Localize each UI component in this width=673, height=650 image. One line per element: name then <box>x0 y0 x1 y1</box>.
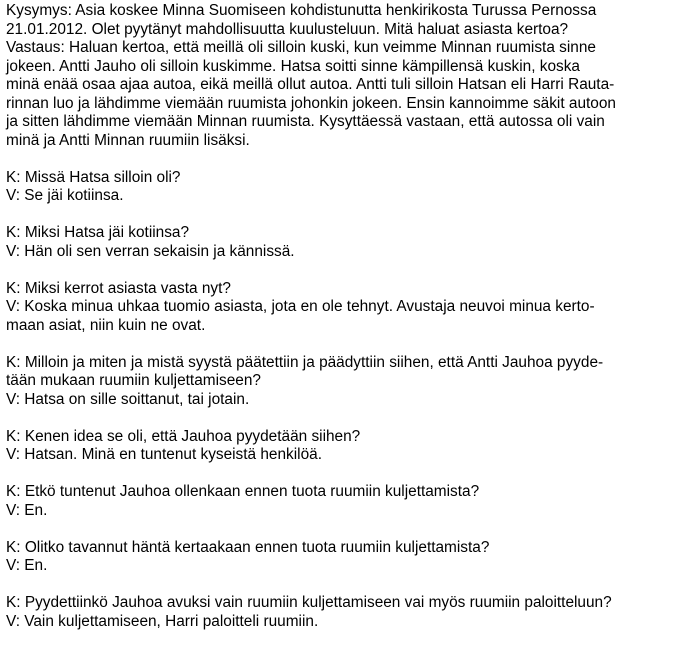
qa-pair <box>6 224 668 261</box>
question-line: K: Miksi kerrot asiasta vasta nyt? <box>6 279 231 297</box>
question-line: K: Milloin ja miten ja mistä syystä päätettiin ja päädyttiin siihen, että Antti Jauhoa pyyde- <box>6 353 604 371</box>
answer-line: V: En. <box>6 501 48 519</box>
answer-line: V: En. <box>6 557 48 574</box>
answer-line: V: Se jäi kotiinsa. <box>6 187 124 204</box>
text-line: 21.01.2012. Olet pyytänyt mahdollisuutta kuulusteluun. Mitä haluat asiasta kertoa? <box>6 20 569 38</box>
question-line: K: Missä Hatsa silloin oli? <box>6 168 181 186</box>
answer-line: V: Hatsa on sille soittanut, tai jotain. <box>6 390 250 408</box>
answer-line: V: Hatsan. Minä en tuntenut kyseistä henkilöä. <box>6 446 322 463</box>
answer-line: V: Vain kuljettamiseen, Harri paloitteli ruumiin. <box>6 612 319 630</box>
paragraph-intro <box>6 2 668 150</box>
qa-pair <box>6 483 668 520</box>
qa-pair <box>6 169 668 206</box>
interrogation-document <box>6 2 668 650</box>
text-line: ja sitten lähdimme viemään Minnan ruumista. Kysyttäessä vastaan, että autossa oli vain <box>6 113 605 130</box>
question-line: K: Miksi Hatsa jäi kotiinsa? <box>6 224 190 241</box>
question-line: K: Olitko tavannut häntä kertaakaan ennen tuota ruumiin kuljettamista? <box>6 538 490 556</box>
question-line: K: Etkö tuntenut Jauhoa ollenkaan ennen tuota ruumiin kuljettamista? <box>6 483 480 500</box>
qa-pair <box>6 280 668 336</box>
text-line: minä enää osaa ajaa autoa, eikä meillä ollut autoa. Antti tuli silloin Hatsan eli Harri Rauta- <box>6 76 615 93</box>
text-line: rinnan luo ja lähdimme viemään ruumista johonkin jokeen. Ensin kannoimme säkit autoon <box>6 94 616 112</box>
qa-pair <box>6 428 668 465</box>
question-line: tään mukaan ruumiin kuljettamiseen? <box>6 372 261 389</box>
answer-line: maan asiat, niin kuin ne ovat. <box>6 316 206 334</box>
text-line: Vastaus: Haluan kertoa, että meillä oli silloin kuski, kun veimme Minnan ruumista sinne <box>6 39 596 56</box>
question-line: K: Kenen idea se oli, että Jauhoa pyydetään siihen? <box>6 427 361 445</box>
question-line: K: Pyydettiinkö Jauhoa avuksi vain ruumiin kuljettamiseen vai myös ruumiin paloitteluun? <box>6 594 612 611</box>
answer-line: V: Koska minua uhkaa tuomio asiasta, jota en ole tehnyt. Avustaja neuvoi minua kerto- <box>6 298 595 315</box>
text-line: minä ja Antti Minnan ruumiin lisäksi. <box>6 131 250 149</box>
answer-line: V: Hän oli sen verran sekaisin ja kännissä. <box>6 242 295 260</box>
text-line: Kysymys: Asia koskee Minna Suomiseen kohdistunutta henkirikosta Turussa Pernossa <box>6 2 597 19</box>
qa-pair <box>6 539 668 576</box>
text-line: jokeen. Antti Jauho oli silloin kuskimme. Hatsa soitti sinne kämpillensä kuskin, koska <box>6 57 580 75</box>
qa-pair <box>6 354 668 410</box>
qa-pair <box>6 594 668 631</box>
